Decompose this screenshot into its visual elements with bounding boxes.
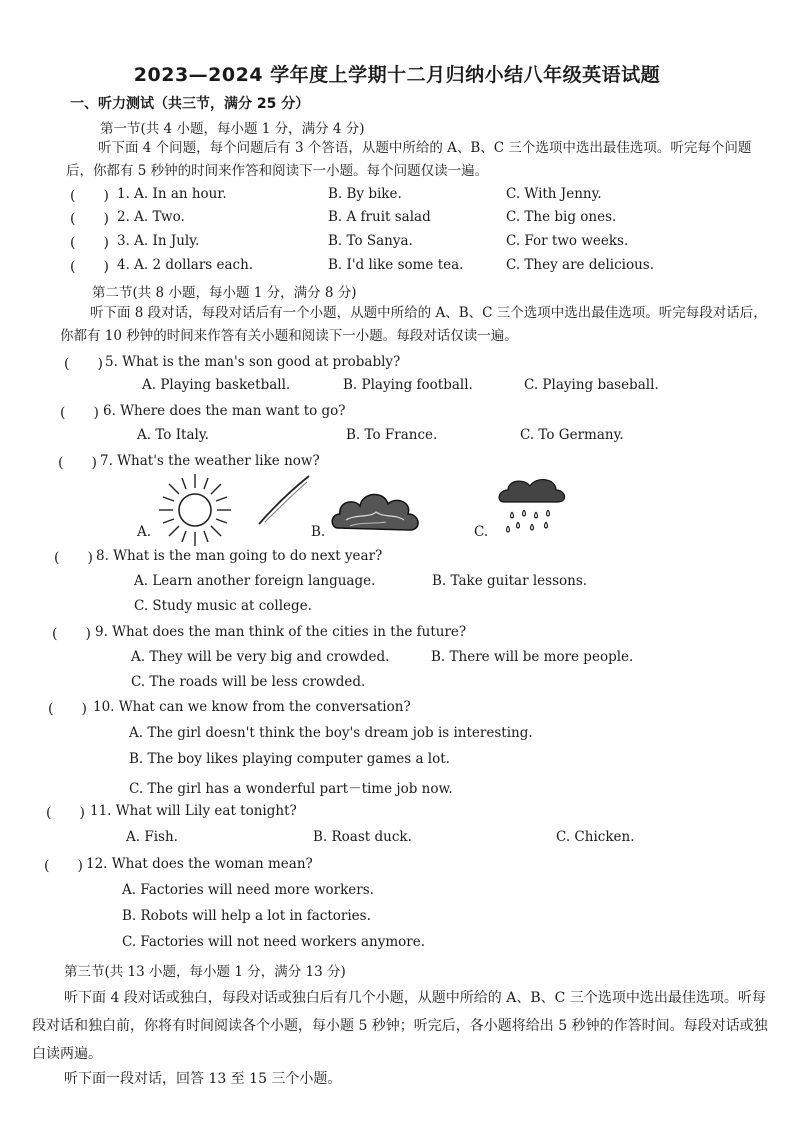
question-4-option-a: 4. A. 2 dollars each. xyxy=(117,257,254,273)
question-12-option-a: A. Factories will need more workers. xyxy=(122,882,374,898)
part3-instructions: 听下面 4 段对话或独白，每段对话或独白后有几个小题，从题中所给的 A、B、C 三个选项中选出最佳选项。听每段对话和独白前，你将有时间阅读各个小题，每小题 5 秒钟；听完后，各小题将给出 5 秒钟的作答时间。每段对话或独白读两遍。 xyxy=(32,990,768,1062)
question-12-option-c: C. Factories will not need workers anymore. xyxy=(122,934,425,950)
question-5-stem: 5. What is the man's son good at probably? xyxy=(105,354,401,370)
question-8-option-c: C. Study music at college. xyxy=(134,598,312,614)
answer-bracket[interactable]: ( ) xyxy=(70,259,109,275)
question-9-option-a: A. They will be very big and crowded. xyxy=(131,649,390,665)
part2-instructions: 听下面 8 段对话，每段对话后有一个小题，从题中所给的 A、B、C 三个选项中选出最佳选项。听完每段对话后，你都有 10 秒钟的时间来作答有关小题和阅读下一小题。每段对话仅读一遍。 xyxy=(60,305,767,344)
question-7-option-c: C. xyxy=(474,524,489,540)
part3-sub-instruction: 听下面一段对话，回答 13 至 15 三个小题。 xyxy=(64,1071,342,1087)
question-10-option-a: A. The girl doesn't think the boy's dream job is interesting. xyxy=(129,725,533,741)
cloud-icon xyxy=(330,484,422,540)
question-3-option-b: B. To Sanya. xyxy=(328,233,413,249)
question-5-option-b: B. Playing football. xyxy=(343,377,473,393)
question-4-option-b: B. I'd like some tea. xyxy=(328,257,464,273)
question-5-option-c: C. Playing baseball. xyxy=(524,377,659,393)
question-8-stem: 8. What is the man going to do next year? xyxy=(96,548,383,564)
answer-bracket[interactable]: ( ) xyxy=(60,405,99,421)
question-9-stem: 9. What does the man think of the cities in the future? xyxy=(95,624,467,640)
question-4-option-c: C. They are delicious. xyxy=(506,257,655,273)
part1-heading: 第一节(共 4 小题，每小题 1 分，满分 4 分) xyxy=(100,121,365,137)
answer-bracket[interactable]: ( ) xyxy=(44,858,83,874)
rain-icon xyxy=(496,474,568,536)
question-3-option-a: 3. A. In July. xyxy=(117,233,200,249)
question-1-option-c: C. With Jenny. xyxy=(506,186,602,202)
question-9-option-b: B. There will be more people. xyxy=(431,649,634,665)
answer-bracket[interactable]: ( ) xyxy=(70,235,109,251)
question-3-option-c: C. For two weeks. xyxy=(506,233,629,249)
answer-bracket[interactable]: ( ) xyxy=(70,211,109,227)
part2-heading: 第二节(共 8 小题，每小题 1 分，满分 8 分) xyxy=(92,285,357,301)
question-12-stem: 12. What does the woman mean? xyxy=(86,856,313,872)
question-10-stem: 10. What can we know from the conversation? xyxy=(93,699,411,715)
question-8-option-b: B. Take guitar lessons. xyxy=(432,573,588,589)
wind-icon xyxy=(255,472,315,528)
question-6-stem: 6. Where does the man want to go? xyxy=(103,403,346,419)
question-1-option-b: B. By bike. xyxy=(328,186,402,202)
question-2-option-a: 2. A. Two. xyxy=(117,209,185,225)
part1-instructions: 听下面 4 个问题，每个问题后有 3 个答语，从题中所给的 A、B、C 三个选项中选出最佳选项。听完每个问题后，你都有 5 秒钟的时间来作答和阅读下一小题。每个问题仅读一遍。 xyxy=(66,140,752,179)
question-6-option-b: B. To France. xyxy=(346,427,438,443)
answer-bracket[interactable]: ( ) xyxy=(64,356,103,372)
question-10-option-c: C. The girl has a wonderful part－time job now. xyxy=(129,781,453,797)
sun-icon xyxy=(155,470,235,550)
answer-bracket[interactable]: ( ) xyxy=(46,805,85,821)
question-7-option-b: B. xyxy=(311,524,326,540)
question-6-option-c: C. To Germany. xyxy=(520,427,624,443)
answer-bracket[interactable]: ( ) xyxy=(58,455,97,471)
page-title: 2023—2024 学年度上学期十二月归纳小结八年级英语试题 xyxy=(133,64,661,86)
answer-bracket[interactable]: ( ) xyxy=(48,701,87,717)
part3-heading: 第三节(共 13 小题，每小题 1 分，满分 13 分) xyxy=(64,964,346,980)
question-2-option-c: C. The big ones. xyxy=(506,209,617,225)
question-10-option-b: B. The boy likes playing computer games a lot. xyxy=(129,751,450,767)
question-7-option-a: A. xyxy=(137,524,152,540)
question-11-option-b: B. Roast duck. xyxy=(313,829,412,845)
answer-bracket[interactable]: ( ) xyxy=(54,550,93,566)
question-1-option-a: 1. A. In an hour. xyxy=(117,186,227,202)
answer-bracket[interactable]: ( ) xyxy=(52,626,91,642)
question-5-option-a: A. Playing basketball. xyxy=(142,377,291,393)
question-7-stem: 7. What's the weather like now? xyxy=(100,453,320,469)
question-2-option-b: B. A fruit salad xyxy=(328,209,431,225)
question-12-option-b: B. Robots will help a lot in factories. xyxy=(122,908,371,924)
question-11-stem: 11. What will Lily eat tonight? xyxy=(90,803,297,819)
question-8-option-a: A. Learn another foreign language. xyxy=(134,573,376,589)
answer-bracket[interactable]: ( ) xyxy=(70,188,109,204)
section-heading: 一、听力测试（共三节，满分 25 分） xyxy=(70,96,310,112)
question-11-option-a: A. Fish. xyxy=(126,829,178,845)
question-6-option-a: A. To Italy. xyxy=(137,427,209,443)
question-11-option-c: C. Chicken. xyxy=(556,829,635,845)
question-9-option-c: C. The roads will be less crowded. xyxy=(131,674,366,690)
